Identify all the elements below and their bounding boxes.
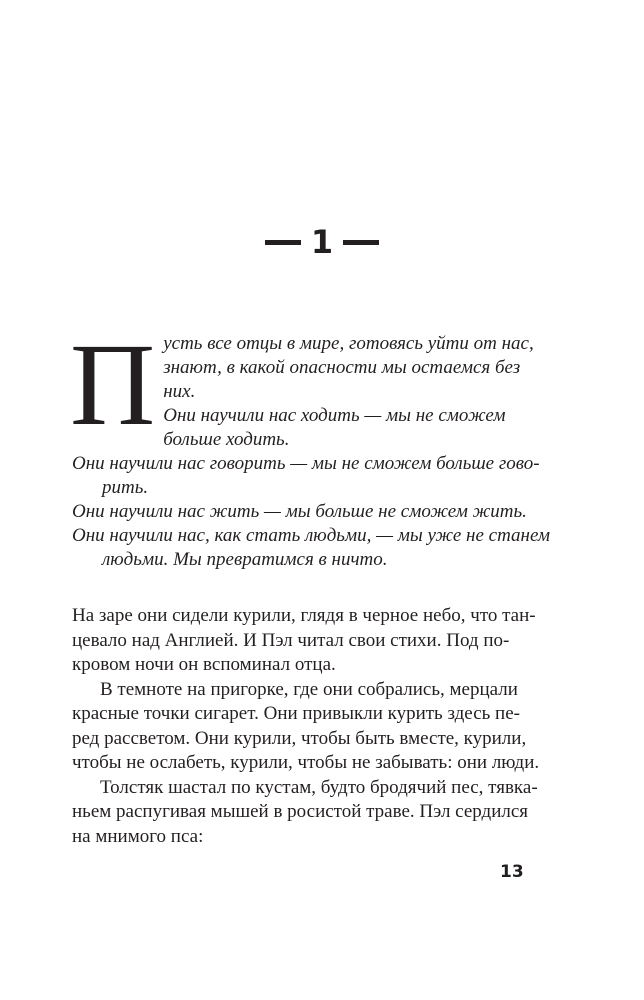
- epigraph-line: Они научили нас ходить — мы не сможем: [163, 405, 506, 426]
- body-line: красные точки сигарет. Они привыкли курить здесь пе-: [72, 703, 520, 724]
- epigraph-line: Они научили нас жить — мы больше не сможем жить.: [72, 501, 527, 522]
- epigraph-line: больше ходить.: [163, 429, 290, 450]
- heading-dash-left: [265, 240, 301, 245]
- epigraph-line: людьми. Мы превратимся в ничто.: [102, 549, 388, 570]
- body-line: ньем распугивая мышей в росистой траве. Пэл сердился: [72, 801, 529, 822]
- chapter-heading: [0, 222, 644, 262]
- body-text: [72, 604, 560, 849]
- epigraph-line: усть все отцы в мире, готовясь уйти от нас,: [163, 333, 534, 354]
- epigraph-line: рить.: [102, 477, 149, 498]
- chapter-number: 1: [310, 223, 334, 261]
- body-line: на мнимого пса:: [72, 825, 204, 847]
- heading-dash-right: [343, 240, 379, 245]
- body-line: цевало над Англией. И Пэл читал свои стихи. Под по-: [72, 629, 510, 651]
- epigraph-line: знают, в какой опасности мы остаемся без: [163, 357, 521, 378]
- body-line: На заре они сидели курили, глядя в черное небо, что тан-: [72, 605, 536, 626]
- epigraph-line: Они научили нас говорить — мы не сможем больше гово-: [72, 453, 540, 474]
- epigraph-line: Они научили нас, как стать людьми, — мы уже не станем: [72, 525, 551, 546]
- epigraph-line: них.: [163, 381, 196, 402]
- body-line: кровом ночи он вспоминал отца.: [72, 654, 336, 675]
- body-line: Толстяк шастал по кустам, будто бродячий пес, тявка-: [100, 776, 538, 798]
- drop-cap: П: [70, 319, 156, 450]
- body-line: чтобы не ослабеть, курили, чтобы не забывать: они люди.: [72, 752, 540, 773]
- body-line: ред рассветом. Они курили, чтобы быть вместе, курили,: [72, 727, 527, 749]
- body-line: В темноте на пригорке, где они собрались, мерцали: [100, 678, 518, 700]
- epigraph: [70, 319, 560, 572]
- page-number: 13: [500, 862, 524, 882]
